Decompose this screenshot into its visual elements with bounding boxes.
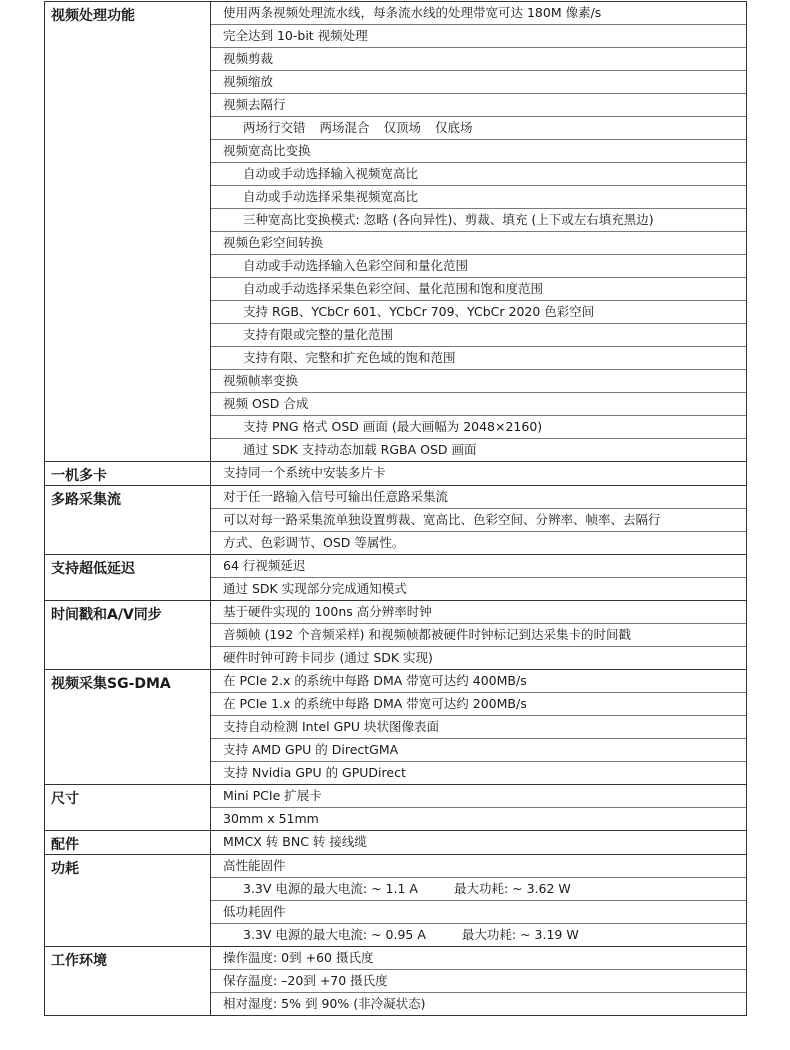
spec-line: 完全达到 10-bit 视频处理 xyxy=(211,25,746,48)
spec-line: 支持自动检测 Intel GPU 块状图像表面 xyxy=(211,716,746,739)
spec-line: 硬件时钟可跨卡同步 (通过 SDK 实现) xyxy=(223,650,433,665)
spec-line-part: 3.3V 电源的最大电流: ~ 0.95 A xyxy=(243,927,426,942)
spec-line: 保存温度: –20到 +70 摄氏度 xyxy=(211,970,746,993)
spec-line: 支持有限或完整的量化范围 xyxy=(211,324,746,347)
spec-category-label: 多路采集流 xyxy=(45,486,211,555)
spec-line: 自动或手动选择采集视频宽高比 xyxy=(211,186,746,209)
spec-category-label: 时间戳和A/V同步 xyxy=(45,601,211,670)
spec-line: 方式、色彩调节、OSD 等属性。 xyxy=(223,535,405,550)
spec-line: 视频宽高比变换 xyxy=(211,140,746,163)
spec-line: 可以对每一路采集流单独设置剪裁、宽高比、色彩空间、分辨率、帧率、去隔行 xyxy=(211,509,746,532)
spec-row xyxy=(45,855,747,947)
spec-line: 三种宽高比变换模式: 忽略 (各向异性)、剪裁、填充 (上下或左右填充黑边) xyxy=(211,209,746,232)
spec-line-part: 3.3V 电源的最大电流: ~ 1.1 A xyxy=(243,881,418,896)
spec-content-cell xyxy=(211,462,747,486)
spec-line: 视频剪裁 xyxy=(211,48,746,71)
spec-line: 支持 Nvidia GPU 的 GPUDirect xyxy=(223,765,406,780)
spec-line: 支持 AMD GPU 的 DirectGMA xyxy=(211,739,746,762)
spec-line: 通过 SDK 实现部分完成通知模式 xyxy=(223,581,407,596)
spec-line: 视频去隔行 xyxy=(211,94,746,117)
spec-row xyxy=(45,486,747,555)
spec-line: 支持 PNG 格式 OSD 画面 (最大画幅为 2048×2160) xyxy=(211,416,746,439)
spec-line: 支持有限、完整和扩充色域的饱和范围 xyxy=(211,347,746,370)
spec-line: 对于任一路输入信号可输出任意路采集流 xyxy=(211,486,746,509)
spec-content-cell xyxy=(211,486,747,555)
spec-line: 音频帧 (192 个音频采样) 和视频帧都被硬件时钟标记到达采集卡的时间戳 xyxy=(211,624,746,647)
spec-row xyxy=(45,2,747,462)
spec-category-label: 配件 xyxy=(45,831,211,855)
spec-line: 自动或手动选择采集色彩空间、量化范围和饱和度范围 xyxy=(211,278,746,301)
spec-content-cell xyxy=(211,947,747,1016)
spec-content-cell xyxy=(211,555,747,601)
spec-category-label: 功耗 xyxy=(45,855,211,947)
spec-content-cell xyxy=(211,785,747,831)
spec-content-cell xyxy=(211,601,747,670)
spec-line: MMCX 转 BNC 转 接线缆 xyxy=(223,834,367,849)
spec-line: 操作温度: 0到 +60 摄氏度 xyxy=(211,947,746,970)
spec-content-cell xyxy=(211,855,747,947)
spec-row xyxy=(45,670,747,785)
spec-line: 低功耗固件 xyxy=(211,901,746,924)
spec-line-part: 仅顶场 xyxy=(383,120,422,135)
spec-line: 自动或手动选择输入视频宽高比 xyxy=(211,163,746,186)
spec-line: 30mm x 51mm xyxy=(223,811,319,826)
spec-line: 通过 SDK 支持动态加载 RGBA OSD 画面 xyxy=(243,442,477,457)
spec-row xyxy=(45,462,747,486)
spec-row xyxy=(45,831,747,855)
spec-line: 支持同一个系统中安装多片卡 xyxy=(223,465,386,480)
spec-row xyxy=(45,947,747,1016)
spec-category-label: 支持超低延迟 xyxy=(45,555,211,601)
spec-line-part: 两场混合 xyxy=(319,120,370,135)
spec-line-part: 最大功耗: ~ 3.19 W xyxy=(461,927,579,942)
spec-row xyxy=(45,555,747,601)
spec-line: 使用两条视频处理流水线，每条流水线的处理带宽可达 180M 像素/s xyxy=(211,2,746,25)
spec-line: 视频帧率变换 xyxy=(211,370,746,393)
spec-line: 视频缩放 xyxy=(211,71,746,94)
spec-line: 在 PCIe 1.x 的系统中每路 DMA 带宽可达约 200MB/s xyxy=(211,693,746,716)
spec-category-label: 一机多卡 xyxy=(45,462,211,486)
spec-table-body xyxy=(45,2,747,1016)
spec-row xyxy=(45,785,747,831)
spec-content-cell xyxy=(211,670,747,785)
spec-line: 支持 RGB、YCbCr 601、YCbCr 709、YCbCr 2020 色彩空间 xyxy=(211,301,746,324)
spec-category-label: 视频处理功能 xyxy=(45,2,211,462)
spec-line xyxy=(211,117,746,140)
spec-line: 视频色彩空间转换 xyxy=(211,232,746,255)
spec-content-cell xyxy=(211,831,747,855)
spec-line-part: 最大功耗: ~ 3.62 W xyxy=(453,881,571,896)
spec-line: Mini PCIe 扩展卡 xyxy=(211,785,746,808)
spec-line: 视频 OSD 合成 xyxy=(211,393,746,416)
spec-category-label: 视频采集SG-DMA xyxy=(45,670,211,785)
spec-category-label: 尺寸 xyxy=(45,785,211,831)
spec-line: 在 PCIe 2.x 的系统中每路 DMA 带宽可达约 400MB/s xyxy=(211,670,746,693)
spec-line: 64 行视频延迟 xyxy=(211,555,746,578)
spec-line: 自动或手动选择输入色彩空间和量化范围 xyxy=(211,255,746,278)
spec-content-cell xyxy=(211,2,747,462)
spec-category-label: 工作环境 xyxy=(45,947,211,1016)
spec-line: 相对湿度: 5% 到 90% (非冷凝状态) xyxy=(223,996,426,1011)
spec-line-part: 两场行交错 xyxy=(243,120,306,135)
spec-row xyxy=(45,601,747,670)
spec-table xyxy=(44,1,747,1016)
spec-line xyxy=(211,924,746,946)
spec-line xyxy=(211,878,746,901)
spec-line: 高性能固件 xyxy=(211,855,746,878)
spec-line: 基于硬件实现的 100ns 高分辨率时钟 xyxy=(211,601,746,624)
spec-line-part: 仅底场 xyxy=(435,120,473,135)
